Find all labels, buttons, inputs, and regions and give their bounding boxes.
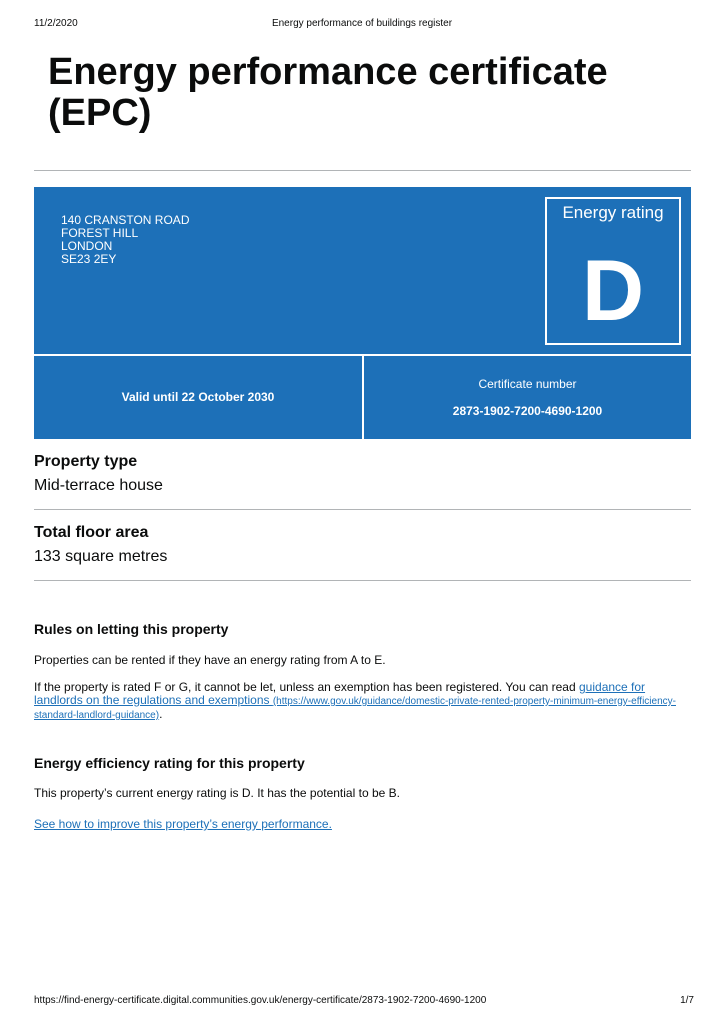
section-divider xyxy=(34,580,691,581)
address-line: FOREST HILL xyxy=(61,226,139,240)
print-date: 11/2/2020 xyxy=(34,18,78,29)
exemption-paragraph xyxy=(34,681,694,722)
address-line: SE23 2EY xyxy=(61,252,117,266)
energy-rating-box xyxy=(545,197,681,345)
property-type-heading: Property type xyxy=(34,453,138,470)
print-footer xyxy=(34,995,694,1009)
print-footer-url: https://find-energy-certificate.digital.communities.gov.uk/energy-certificate/2873-1902-7200-4690-1200 xyxy=(34,995,487,1006)
improve-link-container xyxy=(34,818,694,831)
print-title: Energy performance of buildings register xyxy=(271,18,453,29)
exemption-text: If the property is rated F or G, it cannot be let, unless an exemption has been registered. You can read xyxy=(34,680,579,694)
floor-area-heading: Total floor area xyxy=(34,524,149,541)
section-divider xyxy=(34,509,691,510)
address-line: 140 CRANSTON ROAD xyxy=(61,213,190,227)
certificate-number: 2873-1902-7200-4690-1200 xyxy=(452,404,603,418)
property-type-value: Mid-terrace house xyxy=(34,477,163,494)
landlord-guidance-link-text: guidance for landlords on the regulations and exemptions xyxy=(34,680,646,707)
efficiency-heading: Energy efficiency rating for this property xyxy=(34,755,305,771)
property-address xyxy=(61,214,189,266)
letting-rules-text: Properties can be rented if they have an energy rating from A to E. xyxy=(34,653,386,667)
efficiency-text: This property’s current energy rating is D. It has the potential to be B. xyxy=(34,786,400,800)
certificate-summary-panel xyxy=(34,187,691,439)
improve-performance-link[interactable]: See how to improve this property’s energy performance. xyxy=(34,817,332,831)
print-page-number: 1/7 xyxy=(680,995,694,1006)
floor-area-value: 133 square metres xyxy=(34,548,168,565)
certificate-number-label: Certificate number xyxy=(478,377,577,391)
address-line: LONDON xyxy=(61,239,113,253)
page-title: Energy performance certificate (EPC) xyxy=(48,51,608,134)
title-divider xyxy=(34,170,691,171)
exemption-text-end: . xyxy=(159,707,163,721)
energy-rating-label: Energy rating xyxy=(562,203,664,222)
energy-rating-letter: D xyxy=(581,243,645,339)
valid-until: Valid until 22 October 2030 xyxy=(121,390,275,404)
print-header xyxy=(34,18,690,32)
landlord-guidance-link-url: (https://www.gov.uk/guidance/domestic-private-rented-property-minimum-energy-efficiency-standard-landlord-guidance) xyxy=(34,696,676,721)
letting-rules-heading: Rules on letting this property xyxy=(34,621,229,637)
panel-divider-vertical xyxy=(362,356,364,439)
